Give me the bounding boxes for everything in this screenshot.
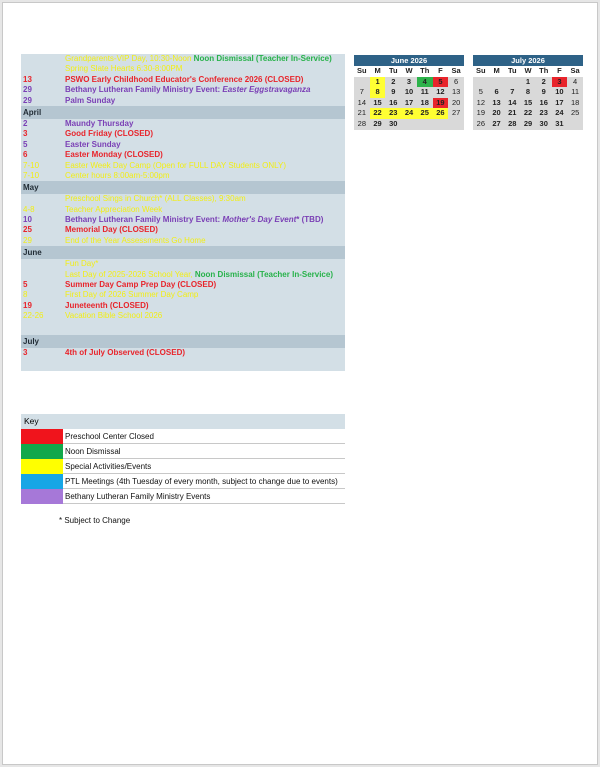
event-row (21, 205, 345, 215)
event-text-part: Vacation Bible School 2026 (65, 311, 163, 321)
calendar-day: 21 (357, 108, 367, 118)
event-text-part: Maundy Thursday (65, 118, 134, 128)
calendar-day: 7 (359, 87, 364, 97)
weekday-label: Su (473, 66, 489, 77)
event-row (21, 54, 345, 64)
calendar-day: 22 (523, 108, 533, 118)
legend-label: Noon Dismissal (65, 446, 121, 456)
event-row (21, 290, 345, 300)
calendar-day: 9 (391, 87, 396, 97)
calendar-day: 29 (523, 118, 533, 128)
event-row (21, 161, 345, 171)
calendar-day: 20 (451, 97, 461, 107)
event-text-part: * (TBD) (296, 215, 324, 225)
event-text (65, 311, 345, 321)
event-text (65, 140, 345, 150)
calendar-day: 21 (508, 108, 517, 118)
calendar-day: 16 (539, 97, 548, 107)
calendar-day: 10 (555, 87, 564, 97)
weekday-label: M (370, 66, 386, 77)
calendar-day: 19 (476, 108, 486, 118)
calendar-day: 13 (451, 87, 461, 97)
month-header (21, 181, 345, 194)
legend-items (21, 429, 345, 504)
event-date: 7-10 (23, 160, 40, 170)
weekday-label: F (552, 66, 568, 77)
event-text-part: Grandparents-VIP Day, 10:30-Noon (65, 54, 194, 63)
event-row (21, 119, 345, 129)
calendar-day: 9 (541, 87, 546, 97)
event-text-part: Mother's Day Event (222, 215, 297, 225)
event-date: 29 (23, 235, 32, 245)
weekday-label: Tu (385, 66, 401, 77)
weekday-label: F (433, 66, 449, 77)
calendar-day: 6 (454, 76, 459, 86)
calendar-day: 1 (370, 77, 386, 88)
event-date (21, 54, 65, 64)
calendar-day: 30 (389, 118, 398, 128)
event-text (65, 119, 345, 129)
event-date: 2 (23, 118, 28, 128)
calendar-day: 2 (391, 76, 396, 86)
event-date: 3 (23, 129, 28, 139)
legend-label: Bethany Lutheran Family Ministry Events (65, 491, 211, 501)
event-text (65, 280, 345, 290)
event-date: 5 (23, 139, 28, 149)
month-label: June (23, 248, 42, 258)
calendar-day: 30 (539, 118, 548, 128)
calendar-day: 2 (541, 76, 546, 86)
calendar-day: 3 (406, 76, 412, 86)
event-text (65, 161, 345, 171)
event-row (21, 236, 345, 246)
calendar-grid (473, 66, 583, 130)
weekday-label: Th (417, 66, 433, 77)
weekday-label: Sa (567, 66, 583, 77)
event-row (21, 348, 345, 358)
event-row (21, 85, 345, 95)
legend-swatch (21, 459, 63, 474)
calendar-day: 23 (539, 108, 548, 118)
legend-item (21, 459, 345, 474)
calendar-day: 18 (570, 97, 580, 107)
calendar-day (567, 119, 583, 130)
event-date (21, 64, 65, 74)
event-date: 4-8 (23, 204, 35, 214)
event-row (21, 311, 345, 321)
event-row (21, 129, 345, 139)
calendar-day: 10 (404, 87, 414, 97)
calendar-day (433, 119, 449, 130)
event-text-part: Teacher Appreciation Week (65, 204, 163, 214)
empty-row (21, 358, 345, 371)
month-header (21, 106, 345, 119)
month-header (21, 335, 345, 348)
event-row (21, 140, 345, 150)
calendar-day: 17 (555, 97, 564, 107)
calendar-day (354, 77, 370, 88)
event-text-part: Center hours 8:00am-5:00pm (65, 170, 170, 180)
event-text-part: Last Day of 2025-2026 School Year, (65, 269, 195, 279)
calendar-day: 5 (478, 87, 483, 97)
weekday-label: Su (354, 66, 370, 77)
event-text (65, 205, 345, 215)
calendar-day: 11 (420, 87, 429, 97)
event-row (21, 301, 345, 311)
calendar-month-title: June 2026 (354, 55, 464, 66)
calendar-page (2, 2, 598, 765)
weekday-label: M (489, 66, 505, 77)
event-row (21, 64, 345, 74)
legend-key (21, 414, 345, 504)
calendar-day: 28 (357, 118, 367, 128)
event-text (65, 348, 345, 358)
event-text (65, 236, 345, 246)
event-text-part: Noon Dismissal (Teacher In-Service) (194, 269, 333, 279)
event-date: 8 (23, 290, 28, 300)
event-text (65, 171, 345, 181)
calendar-day: 7 (510, 87, 515, 97)
calendar-day: 22 (370, 108, 386, 119)
event-text-part: Palm Sunday (65, 95, 116, 105)
calendar-day: 16 (389, 97, 398, 107)
event-date (21, 270, 65, 280)
event-text (65, 85, 345, 95)
calendar-day: 18 (420, 97, 429, 107)
calendar-day (417, 119, 433, 130)
event-text-part: 4th of July Observed (CLOSED) (65, 347, 186, 357)
calendar-day (504, 77, 520, 88)
event-date: 13 (23, 74, 32, 84)
event-text (65, 270, 345, 280)
event-text (65, 75, 345, 85)
weekday-label: Th (536, 66, 552, 77)
event-row (21, 75, 345, 85)
event-row (21, 225, 345, 235)
legend-swatch (21, 429, 63, 444)
event-text (65, 194, 345, 204)
calendar-day: 15 (523, 97, 533, 107)
event-text-part: Easter Sunday (65, 139, 121, 149)
legend-label: Preschool Center Closed (65, 431, 154, 441)
calendar-day: 5 (433, 77, 449, 88)
calendar-day: 29 (373, 118, 382, 128)
legend-title: Key (21, 414, 345, 429)
event-date: 6 (23, 150, 28, 160)
event-text-part: Noon Dismissal (Teacher In-Service) (193, 54, 332, 63)
calendar-day: 4 (417, 77, 433, 88)
event-text-part: Bethany Lutheran Family Ministry Event: (65, 85, 223, 95)
calendar-day: 15 (373, 97, 382, 107)
event-text (65, 96, 345, 106)
calendar-grid (354, 66, 464, 130)
event-row (21, 270, 345, 280)
calendar-day: 12 (476, 97, 486, 107)
event-text-part: First Day of 2026 Summer Day Camp (65, 290, 199, 300)
event-date: 7-10 (23, 170, 40, 180)
event-text-part: End of the Year Assessments Go Home (65, 235, 206, 245)
event-text-part: Fun Day* (65, 259, 99, 269)
calendar-day: 13 (492, 97, 501, 107)
calendar-day: 23 (385, 108, 401, 119)
calendar-day: 25 (570, 108, 580, 118)
event-text (65, 54, 345, 64)
calendar-day: 1 (525, 76, 531, 86)
calendar-day: 17 (404, 97, 414, 107)
event-text (65, 290, 345, 300)
event-row (21, 96, 345, 106)
weekday-label: Tu (504, 66, 520, 77)
event-date: 10 (23, 215, 32, 225)
event-text-part: Summer Day Camp Prep Day (CLOSED) (65, 280, 217, 290)
event-text (65, 129, 345, 139)
calendar-day: 12 (436, 87, 445, 97)
event-date: 29 (23, 85, 32, 95)
month-label: May (23, 183, 39, 193)
event-date: 19 (23, 300, 32, 310)
calendar-day: 27 (492, 118, 501, 128)
legend-item (21, 444, 345, 459)
calendar-day: 8 (370, 87, 386, 98)
weekday-label: W (401, 66, 417, 77)
events-list (21, 54, 345, 371)
calendar-day: 28 (508, 118, 517, 128)
event-row (21, 259, 345, 269)
event-date: 25 (23, 225, 32, 235)
event-text-part: Bethany Lutheran Family Ministry Event: (65, 215, 223, 225)
event-date: 22-26 (23, 311, 44, 321)
calendar-day: 26 (476, 118, 486, 128)
legend-item (21, 429, 345, 444)
event-date: 29 (23, 95, 32, 105)
mini-calendar (354, 55, 464, 130)
event-date (21, 194, 65, 204)
legend-item (21, 474, 345, 489)
calendar-day: 4 (573, 76, 578, 86)
calendar-day: 8 (525, 87, 531, 97)
event-text-part: Spring Slate Hearts 6:30-8:00PM (65, 64, 183, 74)
calendar-day: 20 (492, 108, 501, 118)
month-label: April (23, 107, 42, 117)
legend-label: PTL Meetings (4th Tuesday of every month, subject to change due to events) (65, 476, 338, 486)
event-text (65, 225, 345, 235)
event-text (65, 64, 345, 74)
subject-to-change-note: * Subject to Change (59, 516, 131, 525)
calendar-day: 26 (433, 108, 449, 119)
event-date: 3 (23, 347, 28, 357)
event-text-part: Preschool Sings in Church* (ALL Classes), 9:30am (65, 194, 246, 204)
event-text-part: Good Friday (CLOSED) (65, 129, 153, 139)
event-row (21, 215, 345, 225)
weekday-label: Sa (448, 66, 464, 77)
event-text-part: Easter Eggstravaganza (222, 85, 311, 95)
calendar-day: 19 (433, 98, 449, 109)
calendar-day: 11 (571, 87, 580, 97)
event-text-part: Memorial Day (CLOSED) (65, 225, 158, 235)
event-text-part: Juneteenth (CLOSED) (65, 300, 149, 310)
calendar-day: 24 (401, 108, 417, 119)
calendar-day: 3 (552, 77, 568, 88)
calendar-day (401, 119, 417, 130)
month-label: July (23, 336, 40, 346)
legend-swatch (21, 444, 63, 459)
event-row (21, 150, 345, 160)
event-row (21, 171, 345, 181)
mini-calendar (473, 55, 583, 130)
calendar-month-title: July 2026 (473, 55, 583, 66)
event-date: 5 (23, 280, 28, 290)
calendar-day (448, 119, 464, 130)
month-header (21, 246, 345, 259)
event-row (21, 280, 345, 290)
event-text-part: PSWO Early Childhood Educator's Conference 2026 (CLOSED) (65, 74, 304, 84)
legend-label: Special Activities/Events (65, 461, 152, 471)
legend-item (21, 489, 345, 504)
calendar-day: 24 (555, 108, 564, 118)
event-text (65, 215, 345, 225)
legend-swatch (21, 489, 63, 504)
event-text-part: Easter Monday (CLOSED) (65, 150, 163, 160)
event-row (21, 194, 345, 204)
weekday-label: W (520, 66, 536, 77)
calendar-day (489, 77, 505, 88)
calendar-day (473, 77, 489, 88)
event-date (21, 259, 65, 269)
empty-row (21, 322, 345, 335)
calendar-day: 14 (508, 97, 517, 107)
calendar-day: 25 (417, 108, 433, 119)
event-text (65, 150, 345, 160)
calendar-day: 14 (357, 97, 367, 107)
event-text (65, 301, 345, 311)
calendar-day: 27 (451, 108, 461, 118)
calendar-day: 6 (494, 87, 499, 97)
legend-swatch (21, 474, 63, 489)
event-text-part: Easter Week Day Camp (Open for FULL DAY Students ONLY) (65, 160, 286, 170)
event-text (65, 259, 345, 269)
calendar-day: 31 (555, 118, 564, 128)
